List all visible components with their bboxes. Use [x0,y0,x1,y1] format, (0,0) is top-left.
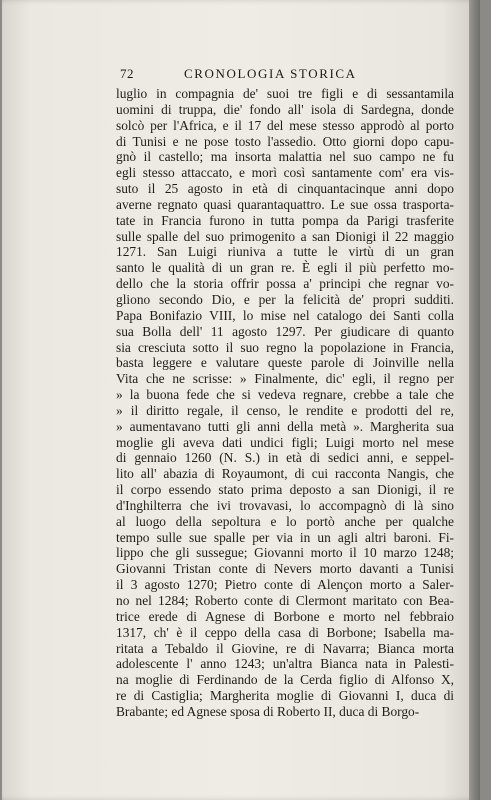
running-title: CRONOLOGIA STORICA [184,66,357,81]
page-number: 72 [120,66,134,81]
text-line: averne regnato quasi quarantaquattro. Le sue ossa trasporta- [116,196,454,212]
text-line: il corpo essendo stato prima deposto a san Dionigi, il re [116,482,454,498]
text-line: suto il 25 agosto in età di cinquantacinque anni dopo [116,181,454,197]
text-line: sulle spalle del suo primogenito a san Dionigi il 22 maggio [116,228,454,244]
text-line: luglio in compagnia de' suoi tre figli e di sessantamila [116,86,454,101]
text-line: Papa Bonifazio VIII, lo mise nel catalogo dei Santi colla [116,307,454,323]
text-line: trice erede di Agnese di Borbone e morto nel febbraio [116,608,454,624]
text-line: solcò per l'Africa, e il 17 del mese stesso approdò al porto [116,117,454,133]
text-line: adolescente l' anno 1243; un'altra Bianca nata in Palesti- [116,656,454,672]
text-line: dello che la storia offrir possa a' principi che regnar vo- [116,276,454,292]
page-header [120,66,445,82]
text-line: uomini di truppa, die' fondo all' isola di Sardegna, donde [116,101,454,117]
text-line: na moglie di Ferdinando de la Cerda figlio di Alfonso X, [116,672,454,688]
text-line: di gennaio 1260 (N. S.) in età di sedici anni, e seppel- [116,450,454,466]
text-line: gliono secondo Dio, e per la felicità de' propri sudditi. [116,291,454,307]
text-line: di Tunisi e ne pose tosto l'assedio. Otto giorni dopo capu- [116,133,454,149]
text-line: » la buona fede che si vedeva regnare, crebbe a tale che [116,387,454,403]
body-text [116,86,454,720]
text-line: al luogo della sepoltura e lo portò anche per qualche [116,513,454,529]
text-line: Brabante; ed Agnese sposa di Roberto II, duca di Borgo- [116,703,420,719]
text-line: » aumentavano tutti gli anni della metà ». Margherita sua [116,418,454,434]
text-line: re di Castiglia; Margherita moglie di Giovanni I, duca di [116,688,454,704]
text-line: gnò il castello; ma insorta malattia nel suo campo ne fu [116,149,454,165]
text-line: lito all' abazia di Royaumont, di cui racconta Nangis, che [116,466,454,482]
text-line: no nel 1284; Roberto conte di Clermont maritato con Bea- [116,593,454,608]
text-line: lippo che gli sussegue; Giovanni morto il 10 marzo 1248; [116,545,454,561]
text-line: Vita che ne scrisse: » Finalmente, dic' egli, il regno per [116,371,454,387]
text-line: » il diritto regale, il censo, le rendite e prodotti del re, [116,402,454,418]
text-line: Giovanni Tristan conte di Nevers morto davanti a Tunisi [116,561,454,577]
text-line: ritata a Tebaldo il Giovine, re di Navarra; Bianca morta [116,640,454,656]
text-line: il 3 agosto 1270; Pietro conte di Alençon morto a Saler- [116,577,454,593]
text-line: tate in Francia furono in tutta pompa da Parigi trasferite [116,212,454,228]
text-line: d'Inghilterra che ivi trovavasi, lo accompagnò di là sino [116,497,454,513]
text-line: 1317, ch' è il ceppo della casa di Borbone; Isabella ma- [116,624,454,640]
page-edge-shadow [469,0,480,800]
text-line: 1271. San Luigi riuniva a tutte le virtù di un gran [116,244,454,260]
book-page [2,0,480,800]
text-line: sia cresciuta sotto il suo regno la popolazione in Francia, [116,339,454,355]
text-line: egli stesso attaccato, e morì così santamente com' era vis- [116,165,454,181]
text-line: basta leggere e valutare queste parole di Joinville nella [116,355,454,371]
text-line: moglie gli aveva dati undici figli; Luigi morto nel mese [116,434,454,450]
text-line: tempo sulle sue spalle per via in un agli altri baroni. Fi- [116,529,454,545]
text-line: sua Bolla dell' 11 agosto 1297. Per giudicare di quanto [116,323,454,339]
text-line: santo le qualità di un gran re. È egli il più perfetto mo- [116,260,454,276]
